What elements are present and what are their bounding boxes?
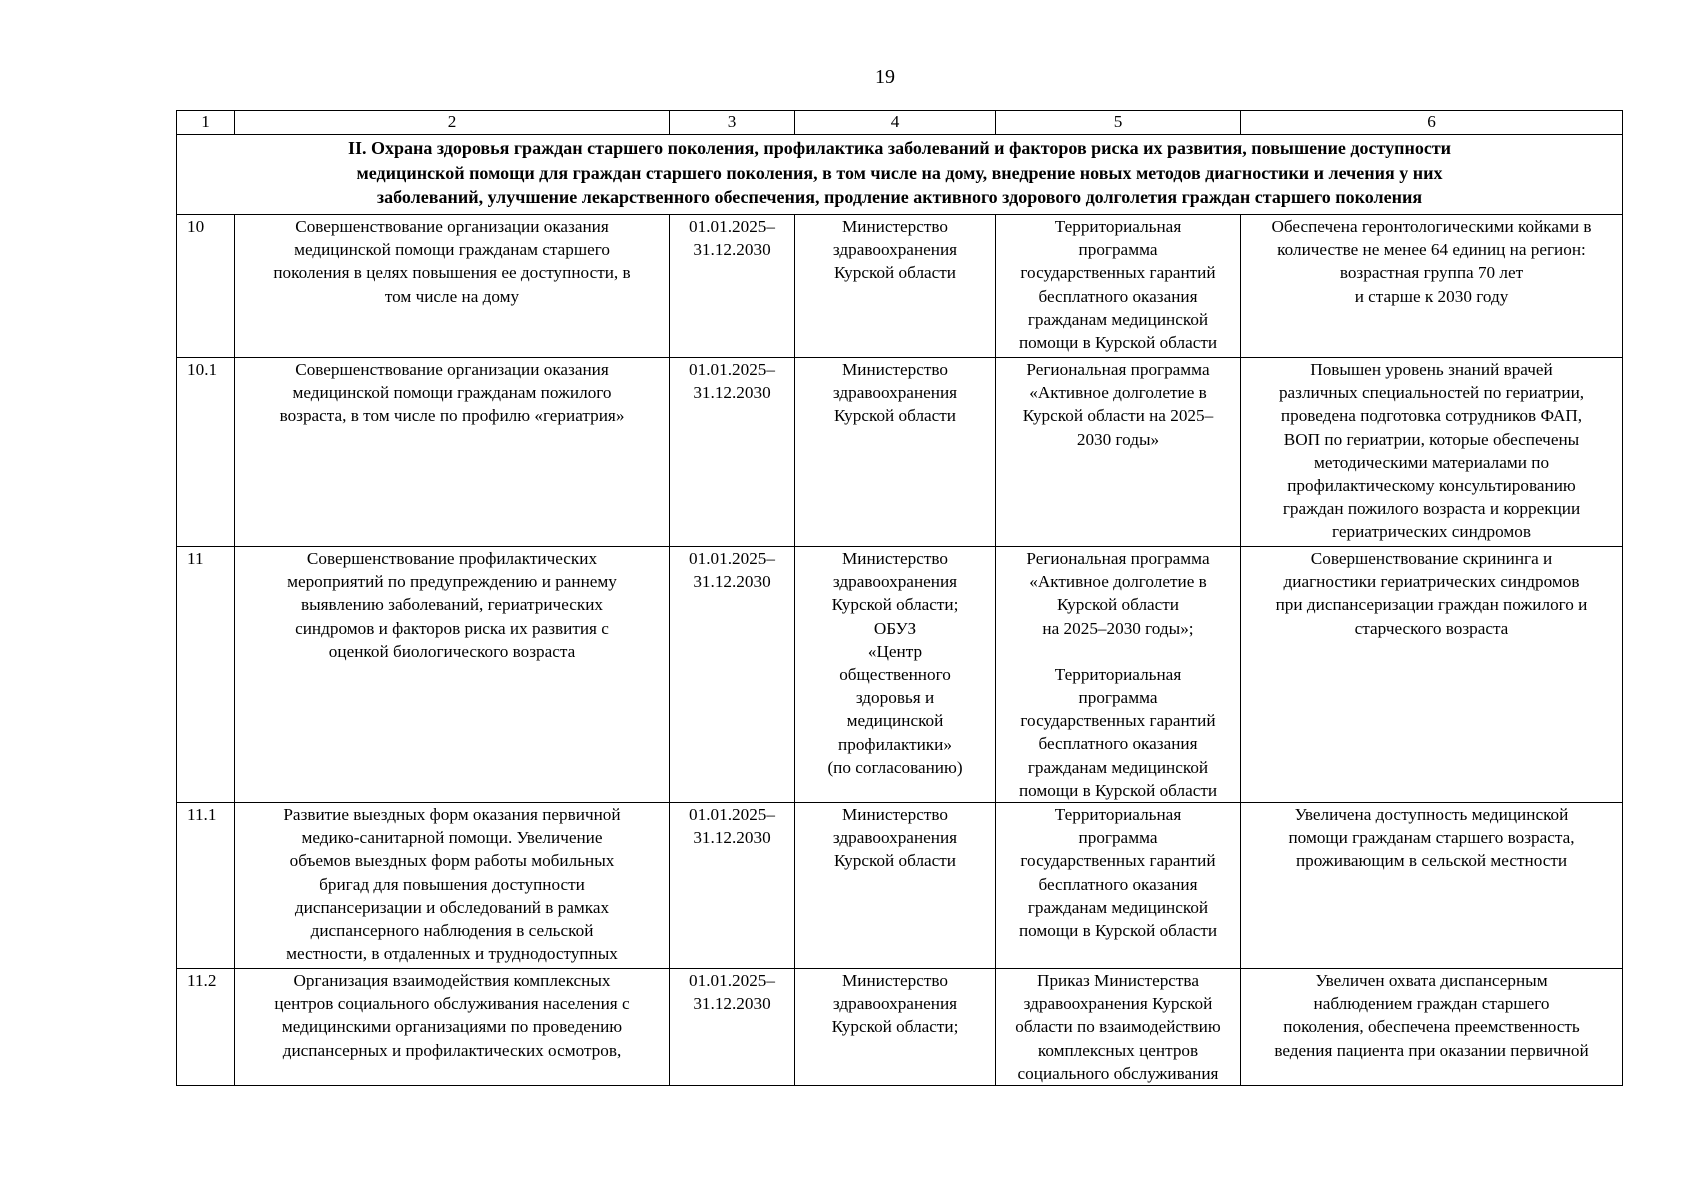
executor-cell-line: Министерство (842, 360, 948, 379)
measure-cell (235, 215, 670, 358)
executor-cell (795, 969, 996, 1086)
program-cell-line: «Активное долголетие в (1029, 572, 1207, 592)
result-cell (1241, 803, 1623, 969)
measure-cell-line: возраста, в том числе по профилю «гериатрия» (279, 406, 625, 426)
period-cell (670, 215, 795, 358)
executor-cell-line: здравоохранения (832, 383, 958, 403)
result-cell-line: проживающим в сельской местности (1295, 851, 1568, 871)
period-cell-line: 31.12.2030 (693, 994, 771, 1014)
executor-cell-line: здоровья и (855, 688, 935, 708)
result-cell-line: ВОП по гериатрии, которые обеспечены (1283, 429, 1580, 449)
executor-cell (795, 215, 996, 358)
program-cell-line: социального обслуживания (1017, 1063, 1219, 1083)
program-cell-line: Курской области на 2025– (1022, 406, 1214, 426)
section-title (177, 135, 1623, 215)
period-cell (670, 547, 795, 803)
program-cell-line: государственных гарантий (1020, 263, 1216, 283)
column-number: 2 (235, 111, 670, 135)
result-cell-line: при диспансеризации граждан пожилого и (1275, 595, 1588, 615)
column-number: 1 (177, 111, 235, 135)
measure-cell-line: объемов выездных форм работы мобильных (289, 851, 615, 871)
measure-cell-line: медико-санитарной помощи. Увеличение (301, 828, 603, 848)
executor-cell-line: здравоохранения (832, 828, 958, 848)
table-row (177, 358, 1623, 547)
period-cell-line: 31.12.2030 (693, 572, 771, 592)
program-cell-line: помощи в Курской области (1018, 780, 1218, 800)
executor-cell-line: Курской области; (831, 1017, 959, 1037)
executor-cell-line: Министерство (842, 549, 948, 568)
row-number: 10.1 (177, 358, 235, 547)
program-cell-line: помощи в Курской области (1018, 921, 1218, 941)
program-cell-line: государственных гарантий (1020, 851, 1216, 871)
executor-cell (795, 358, 996, 547)
row-number: 11.1 (177, 803, 235, 969)
executor-cell-line: медицинской (846, 711, 944, 731)
program-cell-line: программа (1078, 688, 1158, 708)
column-number: 4 (795, 111, 996, 135)
program-cell-line: 2030 годы» (1076, 429, 1160, 449)
result-cell-line: наблюдением граждан старшего (1313, 994, 1550, 1014)
result-cell-line: Увеличен охвата диспансерным (1315, 971, 1548, 991)
measure-cell-line: Совершенствование организации оказания (295, 360, 609, 379)
measure-cell-line: том числе на дому (384, 286, 520, 306)
result-cell-line: проведена подготовка сотрудников ФАП, (1280, 406, 1583, 426)
result-cell (1241, 547, 1623, 803)
executor-cell-line: Курской области (833, 263, 956, 283)
period-cell-line: 31.12.2030 (693, 828, 771, 848)
period-cell (670, 803, 795, 969)
program-cell-line: программа (1078, 240, 1158, 260)
row-number: 11 (177, 547, 235, 803)
program-cell-line: Региональная программа (1026, 549, 1210, 568)
program-cell-line: Региональная программа (1026, 360, 1210, 379)
program-cell-line: Территориальная (1054, 217, 1182, 236)
measure-cell-line: диспансерных и профилактических осмотров, (282, 1040, 622, 1060)
table-row (177, 969, 1623, 1086)
measure-cell-line: поколения в целях повышения ее доступности, в (273, 263, 631, 283)
executor-cell-line: общественного (839, 665, 951, 685)
measure-cell-line: Совершенствование профилактических (306, 549, 598, 568)
result-cell-line: Увеличена доступность медицинской (1294, 805, 1569, 825)
period-cell-line: 01.01.2025– (689, 360, 775, 379)
table-row (177, 215, 1623, 358)
result-cell-line: поколения, обеспечена преемственность (1283, 1017, 1580, 1037)
program-cell-line: бесплатного оказания (1038, 874, 1198, 894)
period-cell-line: 01.01.2025– (689, 971, 775, 991)
result-cell (1241, 215, 1623, 358)
program-cell-line: Территориальная (1054, 664, 1182, 684)
result-cell-line: ведения пациента при оказании первичной (1274, 1040, 1589, 1060)
program-cell-line: на 2025–2030 годы»; (1042, 618, 1194, 638)
result-cell-line: различных специальностей по гериатрии, (1278, 383, 1585, 403)
executor-cell-line: Министерство (842, 217, 948, 236)
result-cell-line: граждан пожилого возраста и коррекции (1282, 499, 1581, 519)
measure-cell (235, 547, 670, 803)
section-title-line: II. Охрана здоровья граждан старшего поколения, профилактика заболеваний и факторов риска их развития, повышение доступности (347, 138, 1452, 158)
measure-cell-line: местности, в отдаленных и труднодоступных (286, 944, 618, 964)
program-cell-line: программа (1078, 828, 1158, 848)
measure-cell-line: оценкой биологического возраста (328, 641, 576, 661)
result-cell-line: старческого возраста (1354, 618, 1509, 638)
table-row (177, 547, 1623, 803)
row-number: 11.2 (177, 969, 235, 1086)
program-cell-line: гражданам медицинской (1027, 757, 1209, 777)
program-cell (996, 358, 1241, 547)
measure-cell-line: центров социального обслуживания населения с (274, 994, 630, 1014)
result-cell-line: профилактическому консультированию (1287, 476, 1576, 496)
column-number: 5 (996, 111, 1241, 135)
result-cell-line: помощи гражданам старшего возраста, (1288, 828, 1575, 848)
measure-cell-line: мероприятий по предупреждению и раннему (287, 572, 617, 592)
result-cell-line: методическими материалами по (1313, 452, 1550, 472)
executor-cell-line: Министерство (842, 805, 948, 825)
measure-cell-line: выявлению заболеваний, гериатрических (300, 595, 604, 615)
period-cell (670, 358, 795, 547)
executor-cell-line: Курской области (833, 406, 956, 426)
measure-cell-line: диспансеризации и обследований в рамках (294, 897, 610, 917)
program-cell-line: бесплатного оказания (1038, 286, 1198, 306)
period-cell-line: 31.12.2030 (693, 240, 771, 260)
period-cell-line: 31.12.2030 (693, 383, 771, 403)
section-title-line: медицинской помощи для граждан старшего поколения, в том числе на дому, внедрение новых методов диагностики и лечения у них (356, 162, 1443, 183)
program-cell-line: комплексных центров (1037, 1040, 1199, 1060)
page-number: 19 (875, 66, 895, 88)
program-cell-line: здравоохранения Курской (1023, 994, 1213, 1014)
program-cell-line: Территориальная (1054, 805, 1182, 825)
program-cell (996, 215, 1241, 358)
executor-cell-line: профилактики» (838, 734, 952, 754)
executor-cell (795, 803, 996, 969)
program-cell-line: гражданам медицинской (1027, 897, 1209, 917)
section-title-row (177, 135, 1623, 215)
program-cell-line: государственных гарантий (1020, 711, 1216, 731)
measure-cell-line: Организация взаимодействия комплексных (293, 971, 611, 991)
executor-cell-line: ОБУЗ (873, 618, 917, 638)
executor-cell-line: здравоохранения (832, 994, 958, 1014)
result-cell-line: количестве не менее 64 единиц на регион: (1277, 240, 1586, 260)
executor-cell-line: Министерство (842, 971, 948, 991)
measures-table (176, 110, 1623, 1086)
program-cell-line: бесплатного оказания (1038, 734, 1198, 754)
column-number: 6 (1241, 111, 1623, 135)
executor-cell-line: (по согласованию) (827, 757, 963, 777)
result-cell-line: и старше к 2030 году (1354, 286, 1509, 306)
executor-cell-line: «Центр (867, 641, 923, 661)
measure-cell-line: медицинскими организациями по проведению (281, 1017, 623, 1037)
period-cell-line: 01.01.2025– (689, 217, 775, 236)
executor-cell-line: здравоохранения (832, 572, 958, 592)
measure-cell-line: диспансерного наблюдения в сельской (310, 921, 594, 941)
measure-cell-line: синдромов и факторов риска их развития с (295, 618, 609, 638)
program-cell-line: Курской области (1056, 595, 1179, 615)
result-cell (1241, 969, 1623, 1086)
result-cell-line: Обеспечена геронтологическими койками в (1271, 217, 1592, 236)
measure-cell-line: Совершенствование организации оказания (295, 217, 609, 236)
result-cell-line: Повышен уровень знаний врачей (1310, 360, 1553, 379)
measure-cell-line: медицинской помощи гражданам пожилого (292, 383, 612, 403)
result-cell-line: Совершенствование скрининга и (1310, 549, 1553, 568)
result-cell-line: гериатрических синдромов (1332, 522, 1531, 542)
program-cell-line (999, 640, 1237, 663)
measure-cell (235, 969, 670, 1086)
program-cell-line: гражданам медицинской (1027, 309, 1209, 329)
executor-cell (795, 547, 996, 803)
period-cell (670, 969, 795, 1086)
table-row (177, 803, 1623, 969)
executor-cell-line: здравоохранения (832, 240, 958, 260)
measure-cell-line: медицинской помощи гражданам старшего (294, 240, 610, 260)
program-cell (996, 803, 1241, 969)
measure-cell-line: Развитие выездных форм оказания первичной (283, 805, 621, 825)
measure-cell (235, 803, 670, 969)
program-cell-line: «Активное долголетие в (1029, 383, 1207, 403)
measure-cell (235, 358, 670, 547)
executor-cell-line: Курской области; (831, 595, 959, 615)
measure-cell-line: бригад для повышения доступности (319, 874, 585, 894)
column-number: 3 (670, 111, 795, 135)
program-cell (996, 547, 1241, 803)
program-cell-line: помощи в Курской области (1018, 333, 1218, 353)
program-cell-line: области по взаимодействию (1015, 1017, 1221, 1037)
result-cell-line: возрастная группа 70 лет (1339, 263, 1524, 283)
period-cell-line: 01.01.2025– (689, 549, 775, 568)
executor-cell-line: Курской области (833, 851, 956, 871)
result-cell-line: диагностики гериатрических синдромов (1283, 572, 1580, 592)
result-cell (1241, 358, 1623, 547)
section-title-line: заболеваний, улучшение лекарственного обеспечения, продление активного здорового долголетия граждан старшего поколения (376, 187, 1423, 207)
program-cell-line: Приказ Министерства (1037, 971, 1199, 991)
period-cell-line: 01.01.2025– (689, 805, 775, 825)
row-number: 10 (177, 215, 235, 358)
program-cell (996, 969, 1241, 1086)
column-number-row (177, 111, 1623, 135)
